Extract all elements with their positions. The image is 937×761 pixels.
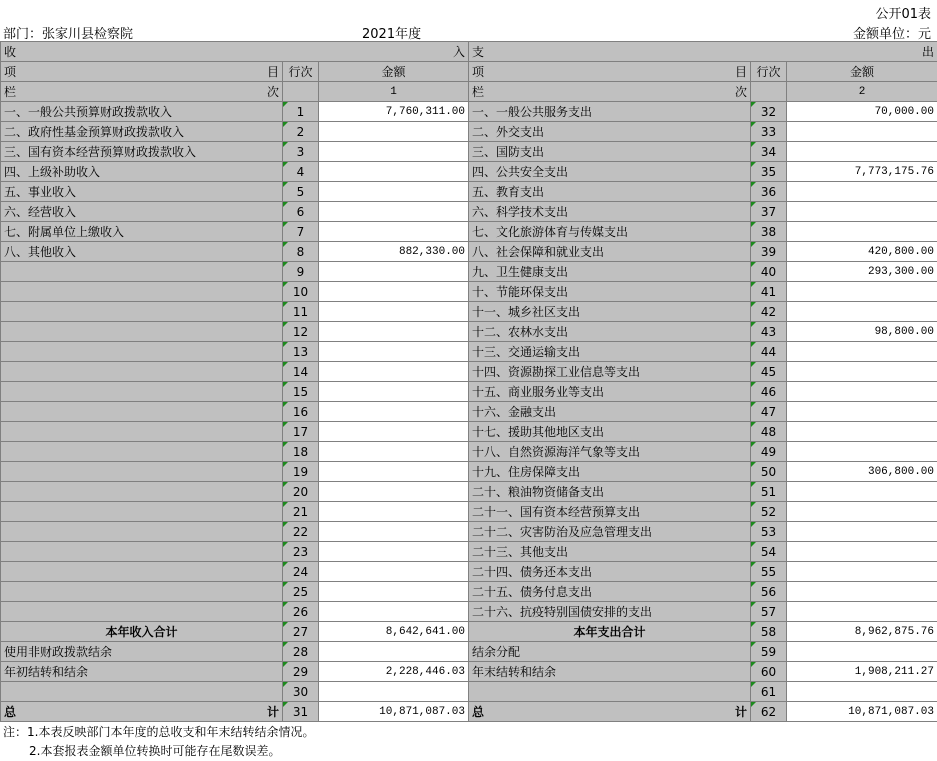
expense-line-no: 41 — [751, 282, 787, 302]
item-header-end: 目 — [266, 64, 279, 79]
table-row — [1, 182, 937, 202]
income-amount — [319, 402, 469, 422]
income-line-no: 4 — [283, 162, 319, 182]
expense-item: 八、社会保障和就业支出 — [469, 242, 751, 262]
income-line-no: 3 — [283, 142, 319, 162]
expense-item: 十四、资源勘探工业信息等支出 — [469, 362, 751, 382]
income-line-no: 2 — [283, 122, 319, 142]
expense-amount — [787, 202, 937, 222]
expense-amount — [787, 562, 937, 582]
income-amount — [319, 582, 469, 602]
table-row — [1, 582, 937, 602]
income-line-no: 6 — [283, 202, 319, 222]
expense-line-no: 39 — [751, 242, 787, 262]
table-row — [1, 442, 937, 462]
table-row — [1, 162, 937, 182]
grand-total-right-label — [469, 702, 751, 722]
expense-amount — [787, 302, 937, 322]
expense-line-no: 35 — [751, 162, 787, 182]
grand-total-row — [1, 702, 937, 722]
distribution-amount — [787, 642, 937, 662]
income-line-no: 1 — [283, 102, 319, 122]
blank-left-line: 30 — [283, 682, 319, 702]
form-code: 公开01表 — [875, 7, 931, 22]
expense-amount — [787, 542, 937, 562]
income-line-no: 19 — [283, 462, 319, 482]
income-item — [1, 262, 283, 282]
expense-item: 二十六、抗疫特别国债安排的支出 — [469, 602, 751, 622]
income-line-no: 26 — [283, 602, 319, 622]
income-item — [1, 482, 283, 502]
table-row — [1, 202, 937, 222]
income-line-no: 11 — [283, 302, 319, 322]
table-row — [1, 542, 937, 562]
income-item — [1, 542, 283, 562]
blank-right-line: 61 — [751, 682, 787, 702]
table-row — [1, 342, 937, 362]
table-row — [1, 562, 937, 582]
total-income-label: 本年收入合计 — [1, 622, 283, 642]
income-amount — [319, 502, 469, 522]
expense-item: 十一、城乡社区支出 — [469, 302, 751, 322]
expense-line-no: 47 — [751, 402, 787, 422]
expense-amount — [787, 142, 937, 162]
expense-item: 十三、交通运输支出 — [469, 342, 751, 362]
blank-right-label — [469, 682, 751, 702]
income-amount — [319, 342, 469, 362]
income-item — [1, 302, 283, 322]
table-row — [1, 462, 937, 482]
expense-item: 二、外交支出 — [469, 122, 751, 142]
table-row — [1, 102, 937, 122]
income-amount — [319, 142, 469, 162]
expense-amount — [787, 182, 937, 202]
income-amount — [319, 282, 469, 302]
table-row — [1, 482, 937, 502]
income-item — [1, 602, 283, 622]
total-income-amount: 8,642,641.00 — [319, 622, 469, 642]
blank-left-amount — [319, 682, 469, 702]
income-amount — [319, 542, 469, 562]
income-item — [1, 462, 283, 482]
expense-item: 十七、援助其他地区支出 — [469, 422, 751, 442]
income-section-end: 入 — [452, 44, 465, 59]
income-line-no: 5 — [283, 182, 319, 202]
table-row — [1, 502, 937, 522]
expense-item: 十六、金融支出 — [469, 402, 751, 422]
income-line-no: 12 — [283, 322, 319, 342]
income-amount: 882,330.00 — [319, 242, 469, 262]
expense-line-header: 行次 — [751, 62, 787, 82]
expense-item: 十九、住房保障支出 — [469, 462, 751, 482]
income-line-no: 21 — [283, 502, 319, 522]
income-item — [1, 582, 283, 602]
income-amount — [319, 322, 469, 342]
expense-amount — [787, 222, 937, 242]
income-amount — [319, 162, 469, 182]
income-line-no: 23 — [283, 542, 319, 562]
expense-item: 二十三、其他支出 — [469, 542, 751, 562]
expense-lan-cell — [469, 82, 751, 102]
expense-line-no: 55 — [751, 562, 787, 582]
table-row — [1, 222, 937, 242]
grand-total-left-line: 31 — [283, 702, 319, 722]
income-line-no: 10 — [283, 282, 319, 302]
grand-total-right-line: 62 — [751, 702, 787, 722]
end-balance-amount: 1,908,211.27 — [787, 662, 937, 682]
expense-amount: 7,773,175.76 — [787, 162, 937, 182]
grand-total-left-start: 总 — [4, 704, 17, 719]
table-row — [1, 322, 937, 342]
expense-amount — [787, 282, 937, 302]
begin-balance-label: 年初结转和结余 — [1, 662, 283, 682]
income-line-no: 9 — [283, 262, 319, 282]
expense-item: 二十、粮油物资储备支出 — [469, 482, 751, 502]
table-row — [1, 602, 937, 622]
footnotes — [3, 723, 314, 761]
lan-end: 次 — [734, 84, 747, 99]
income-line-no: 25 — [283, 582, 319, 602]
expense-amount — [787, 602, 937, 622]
income-amount — [319, 122, 469, 142]
expense-line-no: 49 — [751, 442, 787, 462]
income-amount — [319, 442, 469, 462]
expense-line-no: 54 — [751, 542, 787, 562]
begin-balance-line: 29 — [283, 662, 319, 682]
expense-amount-header: 金额 — [787, 62, 937, 82]
table-row — [1, 382, 937, 402]
expense-line-no: 56 — [751, 582, 787, 602]
income-line-no: 22 — [283, 522, 319, 542]
expense-item-header — [469, 62, 751, 82]
income-amount — [319, 262, 469, 282]
blank-right-amount — [787, 682, 937, 702]
income-item: 五、事业收入 — [1, 182, 283, 202]
expense-amount — [787, 382, 937, 402]
expense-item: 十二、农林水支出 — [469, 322, 751, 342]
blank-left-label — [1, 682, 283, 702]
income-lan-cell — [1, 82, 283, 102]
income-amount — [319, 562, 469, 582]
expense-amount — [787, 342, 937, 362]
expense-line-no: 42 — [751, 302, 787, 322]
expense-amount: 70,000.00 — [787, 102, 937, 122]
grand-total-right-end: 计 — [734, 704, 747, 719]
item-header-end: 目 — [734, 64, 747, 79]
expense-amount: 293,300.00 — [787, 262, 937, 282]
grand-total-left-label — [1, 702, 283, 722]
income-section-start: 收 — [4, 44, 17, 59]
income-amount — [319, 362, 469, 382]
income-item: 四、上级补助收入 — [1, 162, 283, 182]
income-line-no: 8 — [283, 242, 319, 262]
expense-line-no: 53 — [751, 522, 787, 542]
expense-item: 二十五、债务付息支出 — [469, 582, 751, 602]
department-label: 部门：张家川县检察院 — [3, 27, 134, 42]
income-item — [1, 382, 283, 402]
expense-amount — [787, 422, 937, 442]
expense-item: 二十四、债务还本支出 — [469, 562, 751, 582]
expense-amount — [787, 582, 937, 602]
income-line-no: 13 — [283, 342, 319, 362]
expense-column-number: 2 — [787, 82, 937, 102]
income-line-no: 17 — [283, 422, 319, 442]
expense-item: 二十一、国有资本经营预算支出 — [469, 502, 751, 522]
income-line-header: 行次 — [283, 62, 319, 82]
income-lan-blank — [283, 82, 319, 102]
expense-line-no: 45 — [751, 362, 787, 382]
income-line-no: 15 — [283, 382, 319, 402]
expense-line-no: 43 — [751, 322, 787, 342]
income-amount: 7,760,311.00 — [319, 102, 469, 122]
expense-item: 十五、商业服务业等支出 — [469, 382, 751, 402]
blank-row — [1, 682, 937, 702]
income-item: 六、经营收入 — [1, 202, 283, 222]
amount-unit: 金额单位：元 — [852, 27, 931, 42]
nonfiscal-label: 使用非财政拨款结余 — [1, 642, 283, 662]
expense-line-no: 32 — [751, 102, 787, 122]
expense-amount — [787, 442, 937, 462]
income-item — [1, 562, 283, 582]
total-row — [1, 622, 937, 642]
income-item — [1, 282, 283, 302]
lan-start: 栏 — [472, 84, 485, 99]
end-balance-label: 年末结转和结余 — [469, 662, 751, 682]
carryover-row — [1, 662, 937, 682]
expense-line-no: 40 — [751, 262, 787, 282]
income-column-number: 1 — [319, 82, 469, 102]
table-row — [1, 282, 937, 302]
footnote-2: 2.本套报表金额单位转换时可能存在尾数误差。 — [29, 744, 281, 758]
income-item: 一、一般公共预算财政拨款收入 — [1, 102, 283, 122]
lan-start: 栏 — [4, 84, 17, 99]
total-expense-line: 58 — [751, 622, 787, 642]
expense-item: 十、节能环保支出 — [469, 282, 751, 302]
table-row — [1, 402, 937, 422]
expense-item: 三、国防支出 — [469, 142, 751, 162]
item-header-start: 项 — [4, 64, 17, 79]
expense-item: 一、一般公共服务支出 — [469, 102, 751, 122]
income-item — [1, 342, 283, 362]
income-amount — [319, 462, 469, 482]
table-row — [1, 242, 937, 262]
income-amount — [319, 602, 469, 622]
total-income-line: 27 — [283, 622, 319, 642]
begin-balance-amount: 2,228,446.03 — [319, 662, 469, 682]
expense-section-header — [469, 42, 937, 62]
income-item — [1, 402, 283, 422]
income-line-no: 20 — [283, 482, 319, 502]
expense-amount — [787, 502, 937, 522]
table-row — [1, 262, 937, 282]
column-header-row — [1, 62, 937, 82]
expense-section-end: 出 — [921, 44, 934, 59]
income-line-no: 16 — [283, 402, 319, 422]
income-item: 三、国有资本经营预算财政拨款收入 — [1, 142, 283, 162]
income-amount — [319, 522, 469, 542]
expense-amount — [787, 402, 937, 422]
column-index-row — [1, 82, 937, 102]
income-item — [1, 422, 283, 442]
nonfiscal-row — [1, 642, 937, 662]
expense-item: 十八、自然资源海洋气象等支出 — [469, 442, 751, 462]
income-item — [1, 502, 283, 522]
income-item — [1, 322, 283, 342]
income-amount-header: 金额 — [319, 62, 469, 82]
expense-line-no: 38 — [751, 222, 787, 242]
nonfiscal-line: 28 — [283, 642, 319, 662]
expense-amount — [787, 122, 937, 142]
income-amount — [319, 182, 469, 202]
income-line-no: 14 — [283, 362, 319, 382]
grand-total-right-amount: 10,871,087.03 — [787, 702, 937, 722]
expense-line-no: 37 — [751, 202, 787, 222]
total-expense-amount: 8,962,875.76 — [787, 622, 937, 642]
income-item: 七、附属单位上缴收入 — [1, 222, 283, 242]
expense-item: 四、公共安全支出 — [469, 162, 751, 182]
income-item: 八、其他收入 — [1, 242, 283, 262]
table-row — [1, 522, 937, 542]
expense-line-no: 52 — [751, 502, 787, 522]
expense-item: 五、教育支出 — [469, 182, 751, 202]
income-expenditure-table — [0, 41, 937, 722]
expense-section-start: 支 — [472, 44, 485, 59]
grand-total-left-amount: 10,871,087.03 — [319, 702, 469, 722]
income-item-header — [1, 62, 283, 82]
income-section-header — [1, 42, 469, 62]
expense-amount — [787, 482, 937, 502]
expense-item: 二十二、灾害防治及应急管理支出 — [469, 522, 751, 542]
report-year: 2021年度 — [362, 27, 422, 42]
expense-amount: 420,800.00 — [787, 242, 937, 262]
table-row — [1, 142, 937, 162]
expense-amount — [787, 362, 937, 382]
income-amount — [319, 382, 469, 402]
income-amount — [319, 202, 469, 222]
grand-total-right-start: 总 — [472, 704, 485, 719]
lan-end: 次 — [266, 84, 279, 99]
income-amount — [319, 422, 469, 442]
expense-line-no: 36 — [751, 182, 787, 202]
income-line-no: 18 — [283, 442, 319, 462]
expense-line-no: 33 — [751, 122, 787, 142]
expense-line-no: 48 — [751, 422, 787, 442]
income-line-no: 24 — [283, 562, 319, 582]
total-expense-label: 本年支出合计 — [469, 622, 751, 642]
footnote-1: 注：1.本表反映部门本年度的总收支和年末结转结余情况。 — [3, 725, 315, 739]
expense-amount: 98,800.00 — [787, 322, 937, 342]
distribution-label: 结余分配 — [469, 642, 751, 662]
income-item: 二、政府性基金预算财政拨款收入 — [1, 122, 283, 142]
grand-total-left-end: 计 — [266, 704, 279, 719]
expense-lan-blank — [751, 82, 787, 102]
expense-line-no: 34 — [751, 142, 787, 162]
income-item — [1, 522, 283, 542]
nonfiscal-amount — [319, 642, 469, 662]
table-row — [1, 122, 937, 142]
income-amount — [319, 302, 469, 322]
expense-line-no: 44 — [751, 342, 787, 362]
distribution-line: 59 — [751, 642, 787, 662]
expense-line-no: 50 — [751, 462, 787, 482]
table-row — [1, 362, 937, 382]
table-row — [1, 302, 937, 322]
expense-amount: 306,800.00 — [787, 462, 937, 482]
data-rows — [1, 102, 937, 622]
income-item — [1, 362, 283, 382]
income-line-no: 7 — [283, 222, 319, 242]
income-item — [1, 442, 283, 462]
income-amount — [319, 222, 469, 242]
expense-line-no: 51 — [751, 482, 787, 502]
expense-item: 九、卫生健康支出 — [469, 262, 751, 282]
item-header-start: 项 — [472, 64, 485, 79]
section-row — [1, 42, 937, 62]
expense-line-no: 57 — [751, 602, 787, 622]
income-amount — [319, 482, 469, 502]
expense-item: 七、文化旅游体育与传媒支出 — [469, 222, 751, 242]
summary-rows — [1, 622, 937, 722]
expense-amount — [787, 522, 937, 542]
table-row — [1, 422, 937, 442]
expense-line-no: 46 — [751, 382, 787, 402]
end-balance-line: 60 — [751, 662, 787, 682]
expense-item: 六、科学技术支出 — [469, 202, 751, 222]
